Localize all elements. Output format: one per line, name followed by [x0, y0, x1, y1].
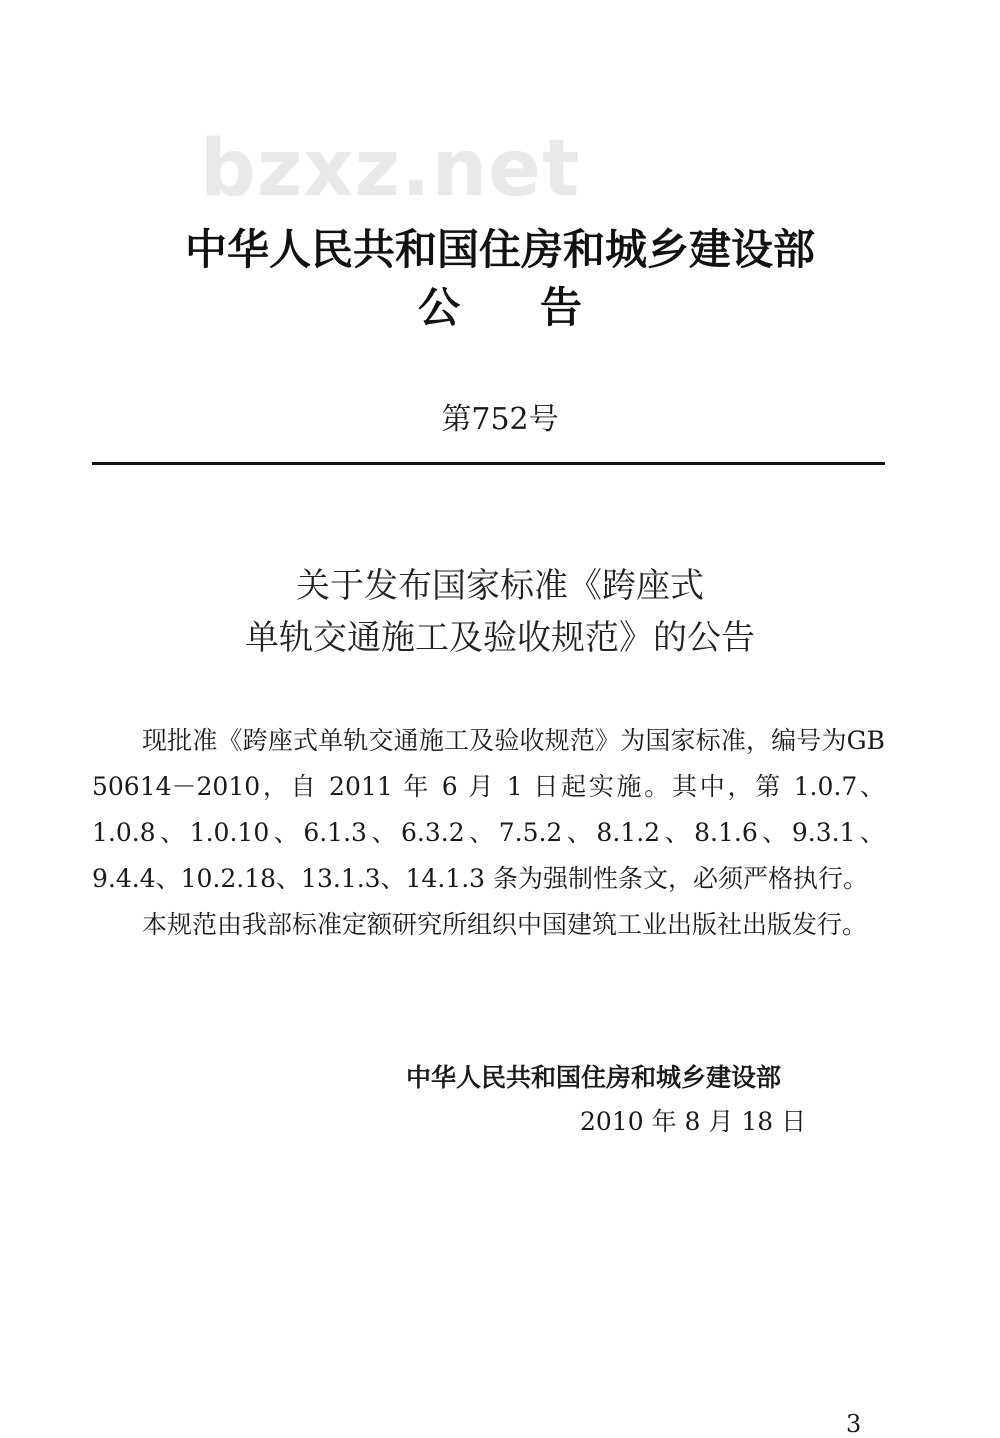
header-divider: [92, 462, 885, 465]
subject-line-2: 单轨交通施工及验收规范》的公告: [245, 618, 755, 658]
watermark-text: bzxz.net: [200, 124, 581, 214]
page-number: 3: [846, 1410, 862, 1438]
notice-number: 第752号: [441, 402, 559, 437]
signature-organization: 中华人民共和国住房和城乡建设部: [406, 1063, 782, 1092]
signature-date: 2010 年 8 月 18 日: [580, 1107, 807, 1136]
notice-title: 公告: [417, 283, 662, 332]
notice-subject: [0, 560, 1000, 664]
body-paragraph-1: 现批准《跨座式单轨交通施工及验收规范》为国家标准，编号为GB 50614－2010，自 2011 年 6 月 1 日起实施。其中，第 1.0.7、1.0.8、1.0.10、6.1.3、6.3.2、7.5.2、8.1.2、8.1.6、9.3.1、9.4.4、10.2.18、13.1.3、14.1.3 条为强制性条文，必须严格执行。: [92, 726, 885, 893]
issuing-ministry: 中华人民共和国住房和城乡建设部: [184, 225, 815, 274]
body-paragraph-2: 本规范由我部标准定额研究所组织中国建筑工业出版社出版发行。: [142, 910, 868, 939]
notice-body: [92, 718, 885, 948]
subject-line-1: 关于发布国家标准《跨座式: [296, 566, 704, 606]
